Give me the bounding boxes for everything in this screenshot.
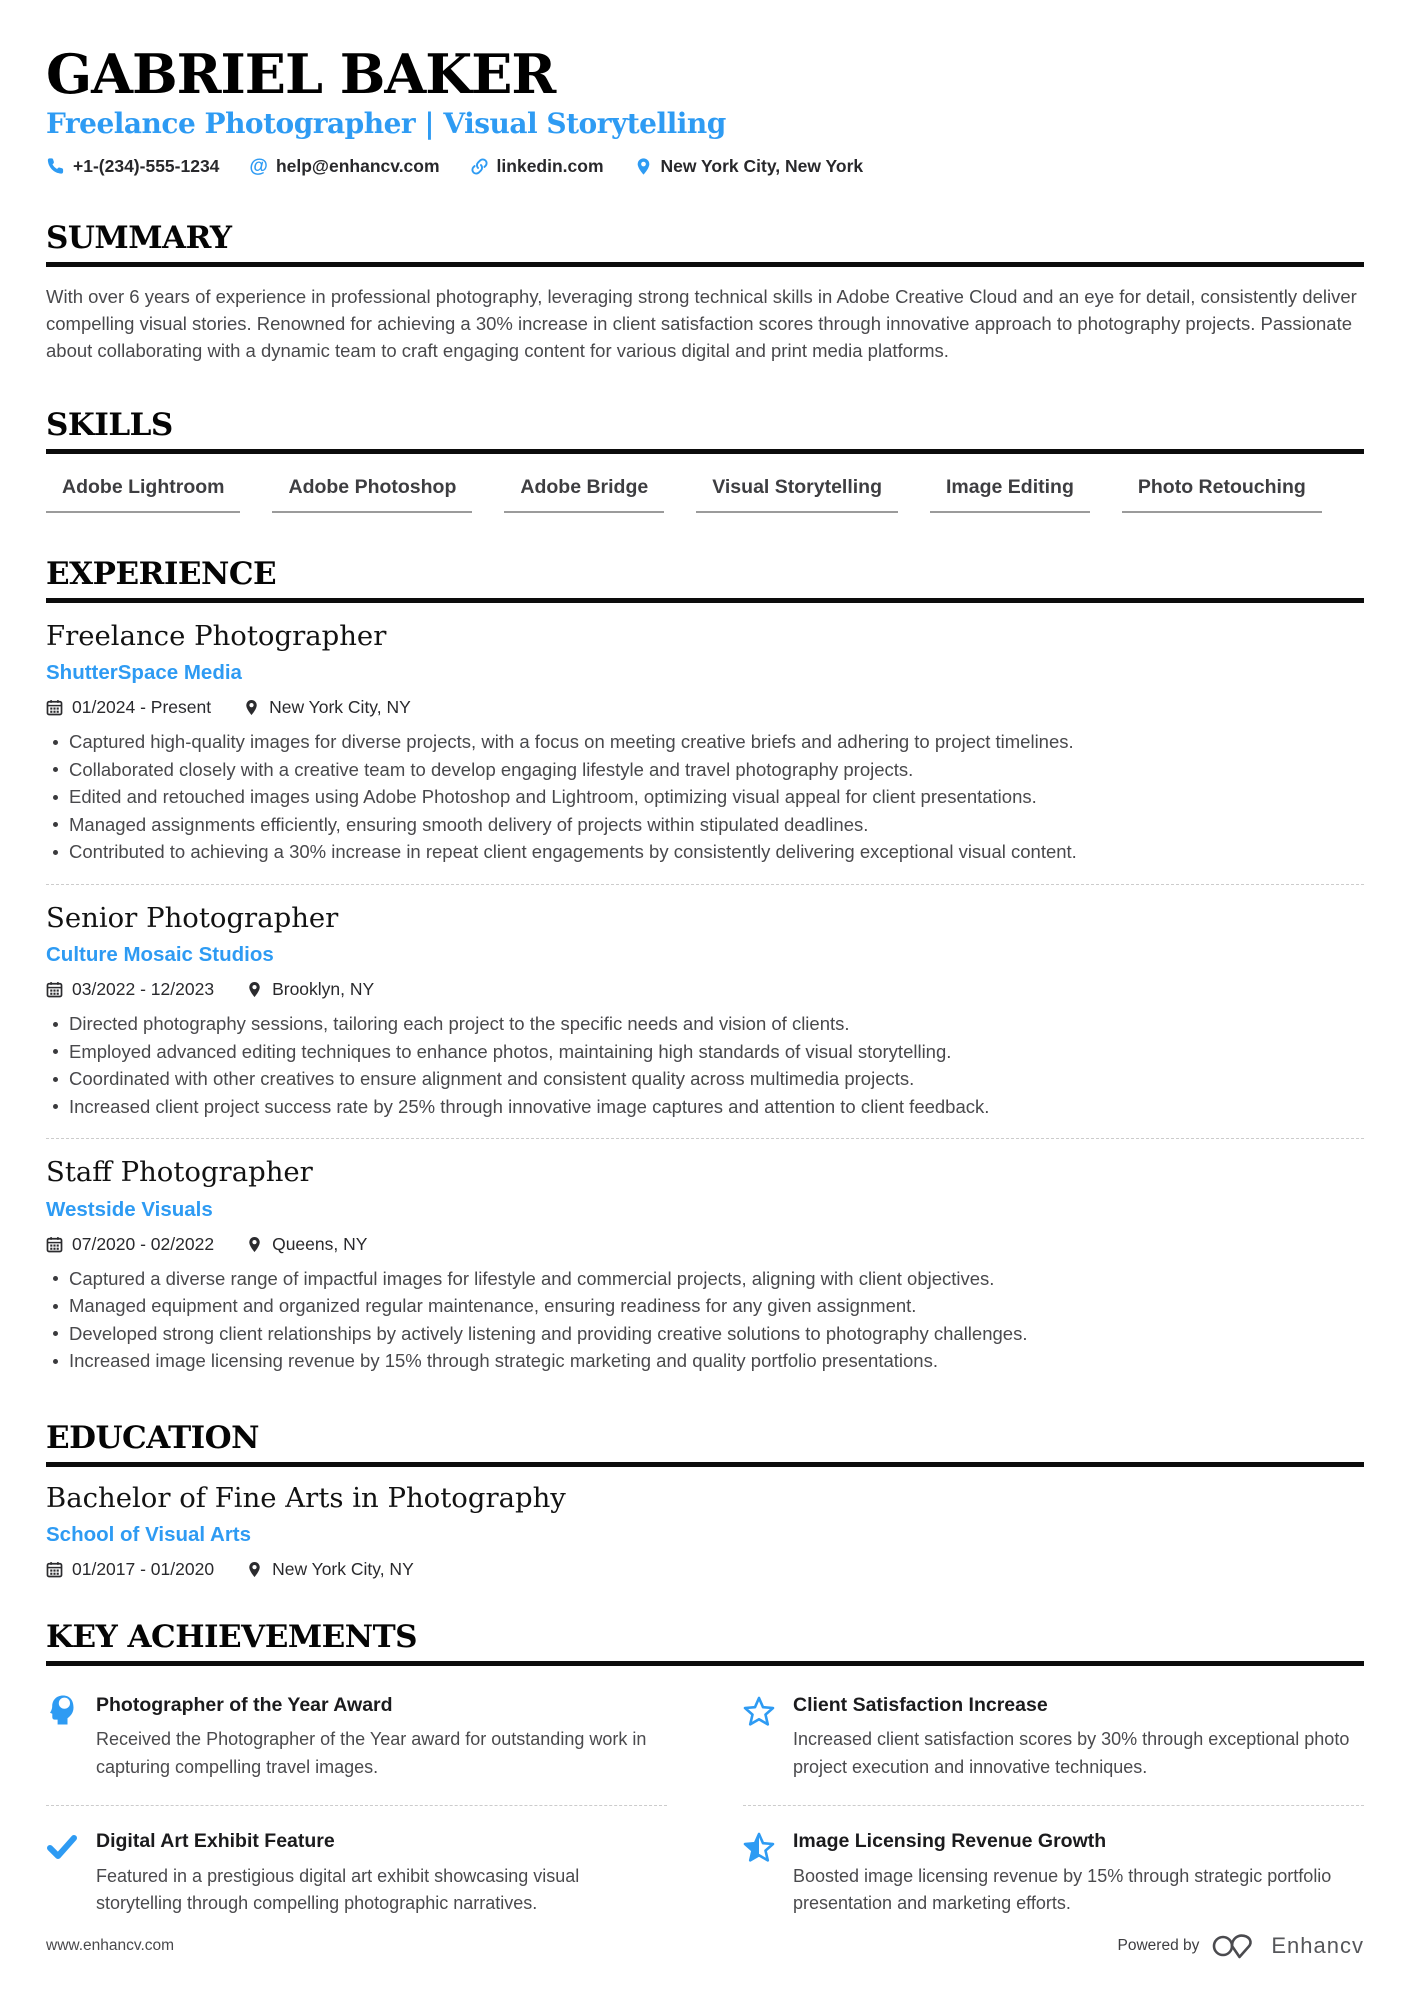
page-footer	[46, 1931, 1364, 1961]
achievements-section	[46, 1620, 1364, 1942]
contact-location	[634, 156, 864, 177]
skill-item: Visual Storytelling	[696, 476, 898, 513]
summary-heading: SUMMARY	[46, 219, 232, 256]
star-half-icon	[743, 1828, 777, 1917]
bullet-item: Captured a diverse range of impactful images for lifestyle and commercial projects, aligning with client objectives.	[46, 1265, 1364, 1293]
experience-heading: EXPERIENCE	[46, 555, 277, 592]
job-location: Queens, NY	[272, 1233, 368, 1254]
contact-link[interactable]	[470, 156, 604, 177]
job-bullets	[46, 728, 1364, 866]
section-rule	[46, 1462, 1364, 1467]
achievement-title: Photographer of the Year Award	[96, 1694, 393, 1717]
job-location: Brooklyn, NY	[272, 979, 375, 1000]
achievement-item	[46, 1686, 667, 1805]
company-name: Culture Mosaic Studios	[46, 943, 274, 967]
bullet-item: Directed photography sessions, tailoring each project to the specific needs and vision of clients.	[46, 1010, 1364, 1038]
calendar-icon	[46, 1561, 63, 1578]
job-dates: 01/2024 - Present	[72, 697, 212, 718]
calendar-icon	[46, 699, 63, 716]
link-text: linkedin.com	[496, 155, 604, 176]
achievements-heading: KEY ACHIEVEMENTS	[46, 1619, 418, 1656]
skills-list	[46, 476, 1364, 513]
head-idea-icon	[46, 1692, 80, 1781]
job-meta	[46, 1234, 1364, 1255]
contact-phone[interactable]	[46, 156, 219, 177]
calendar-icon	[46, 1236, 63, 1253]
achievement-text: Featured in a prestigious digital art exhibit showcasing visual storytelling through compelling photographic narratives.	[96, 1865, 580, 1914]
candidate-headline: Freelance Photographer | Visual Storytelling	[46, 106, 726, 140]
footer-site-link[interactable]: www.enhancv.com	[46, 1937, 175, 1954]
powered-by-enhancv[interactable]	[1118, 1931, 1364, 1961]
job-location: New York City, NY	[269, 697, 411, 718]
education-meta	[46, 1559, 1364, 1580]
job-meta	[46, 979, 1364, 1000]
education-location: New York City, NY	[272, 1559, 414, 1580]
check-icon	[46, 1828, 80, 1917]
achievement-body	[793, 1692, 1364, 1781]
skill-item: Adobe Photoshop	[272, 476, 472, 513]
job-dates: 03/2022 - 12/2023	[72, 979, 215, 1000]
email-address: help@enhancv.com	[275, 155, 440, 176]
summary-text: With over 6 years of experience in professional photography, leveraging strong technical skills in Adobe Creative Cloud and an eye for detail, consistently deliver compelling visual stories. Renowned for achieving a 30% increase in client satisfaction scores through innovative approach to photography projects. Passionate about collaborating with a dynamic team to craft engaging content for various digital and print media platforms.	[46, 285, 1357, 361]
bullet-item: Edited and retouched images using Adobe Photoshop and Lightroom, optimizing visual appeal for client presentations.	[46, 783, 1364, 811]
location-pin-icon	[246, 1236, 263, 1253]
enhancv-logo-icon	[1211, 1931, 1259, 1961]
section-rule	[46, 1661, 1364, 1666]
job-title: Freelance Photographer	[46, 619, 387, 652]
achievement-item	[743, 1686, 1364, 1805]
bullet-item: Increased client project success rate by 25% through innovative image captures and attention to client feedback.	[46, 1093, 1364, 1121]
achievement-title: Digital Art Exhibit Feature	[96, 1830, 335, 1853]
achievement-item	[46, 1805, 667, 1941]
bullet-item: Coordinated with other creatives to ensure alignment and consistent quality across multimedia projects.	[46, 1065, 1364, 1093]
achievement-text: Increased client satisfaction scores by 30% through exceptional photo project execution and innovative techniques.	[793, 1729, 1350, 1777]
achievement-body	[793, 1828, 1364, 1917]
job-bullets	[46, 1010, 1364, 1120]
location-pin-icon	[634, 157, 653, 176]
location-text: New York City, New York	[660, 155, 864, 176]
education-section	[46, 1421, 1364, 1580]
skill-item: Adobe Lightroom	[46, 476, 240, 513]
bullet-item: Managed assignments efficiently, ensuring smooth delivery of projects within stipulated deadlines.	[46, 811, 1364, 839]
calendar-icon	[46, 981, 63, 998]
achievement-body	[96, 1828, 667, 1917]
section-rule	[46, 262, 1364, 267]
location-pin-icon	[243, 699, 260, 716]
location-pin-icon	[246, 1561, 263, 1578]
company-name: Westside Visuals	[46, 1197, 213, 1221]
section-rule	[46, 449, 1364, 454]
achievement-title: Client Satisfaction Increase	[793, 1694, 1048, 1717]
star-outline-icon	[743, 1692, 777, 1781]
achievements-grid	[46, 1686, 1364, 1942]
skill-item: Photo Retouching	[1122, 476, 1322, 513]
education-heading: EDUCATION	[46, 1419, 259, 1456]
bullet-item: Captured high-quality images for diverse projects, with a focus on meeting creative briefs and adhering to project timelines.	[46, 728, 1364, 756]
degree-title: Bachelor of Fine Arts in Photography	[46, 1481, 566, 1514]
contact-row	[46, 156, 1364, 177]
bullet-item: Contributed to achieving a 30% increase in repeat client engagements by consistently delivering exceptional visual content.	[46, 838, 1364, 866]
achievement-title: Image Licensing Revenue Growth	[793, 1830, 1107, 1853]
achievement-item	[743, 1805, 1364, 1941]
location-pin-icon	[246, 981, 263, 998]
education-entry	[46, 1481, 1364, 1580]
job-title: Staff Photographer	[46, 1156, 313, 1189]
phone-number: +1-(234)-555-1234	[73, 155, 220, 176]
candidate-name: GABRIEL BAKER	[46, 42, 556, 106]
phone-icon	[46, 157, 65, 176]
job-bullets	[46, 1265, 1364, 1375]
enhancv-brand-name: Enhancv	[1271, 1933, 1364, 1958]
company-name: ShutterSpace Media	[46, 661, 242, 685]
experience-entry	[46, 884, 1364, 1138]
school-name: School of Visual Arts	[46, 1523, 252, 1547]
experience-entry	[46, 1138, 1364, 1392]
powered-by-label: Powered by	[1117, 1937, 1200, 1954]
skill-item: Adobe Bridge	[504, 476, 664, 513]
job-title: Senior Photographer	[46, 901, 339, 934]
bullet-item: Managed equipment and organized regular maintenance, ensuring readiness for any given assignment.	[46, 1292, 1364, 1320]
summary-section	[46, 221, 1364, 364]
bullet-item: Increased image licensing revenue by 15% through strategic marketing and quality portfolio presentations.	[46, 1347, 1364, 1375]
achievement-text: Boosted image licensing revenue by 15% through strategic portfolio presentation and marketing efforts.	[793, 1865, 1332, 1914]
link-icon	[470, 157, 489, 176]
job-meta	[46, 697, 1364, 718]
skills-heading: SKILLS	[46, 406, 173, 443]
bullet-item: Collaborated closely with a creative team to develop engaging lifestyle and travel photography projects.	[46, 756, 1364, 784]
achievement-text: Received the Photographer of the Year award for outstanding work in capturing compelling travel images.	[96, 1729, 647, 1777]
bullet-item: Employed advanced editing techniques to enhance photos, maintaining high standards of visual storytelling.	[46, 1038, 1364, 1066]
education-dates: 01/2017 - 01/2020	[72, 1559, 215, 1580]
contact-email[interactable]	[249, 156, 439, 177]
resume-header	[46, 42, 1364, 177]
at-icon: @	[249, 155, 268, 177]
skill-item: Image Editing	[930, 476, 1090, 513]
experience-entry	[46, 603, 1364, 884]
job-dates: 07/2020 - 02/2022	[72, 1233, 215, 1254]
bullet-item: Developed strong client relationships by actively listening and providing creative solutions to photography challenges.	[46, 1320, 1364, 1348]
experience-section	[46, 557, 1364, 1393]
skills-section	[46, 408, 1364, 513]
achievement-body	[96, 1692, 667, 1781]
